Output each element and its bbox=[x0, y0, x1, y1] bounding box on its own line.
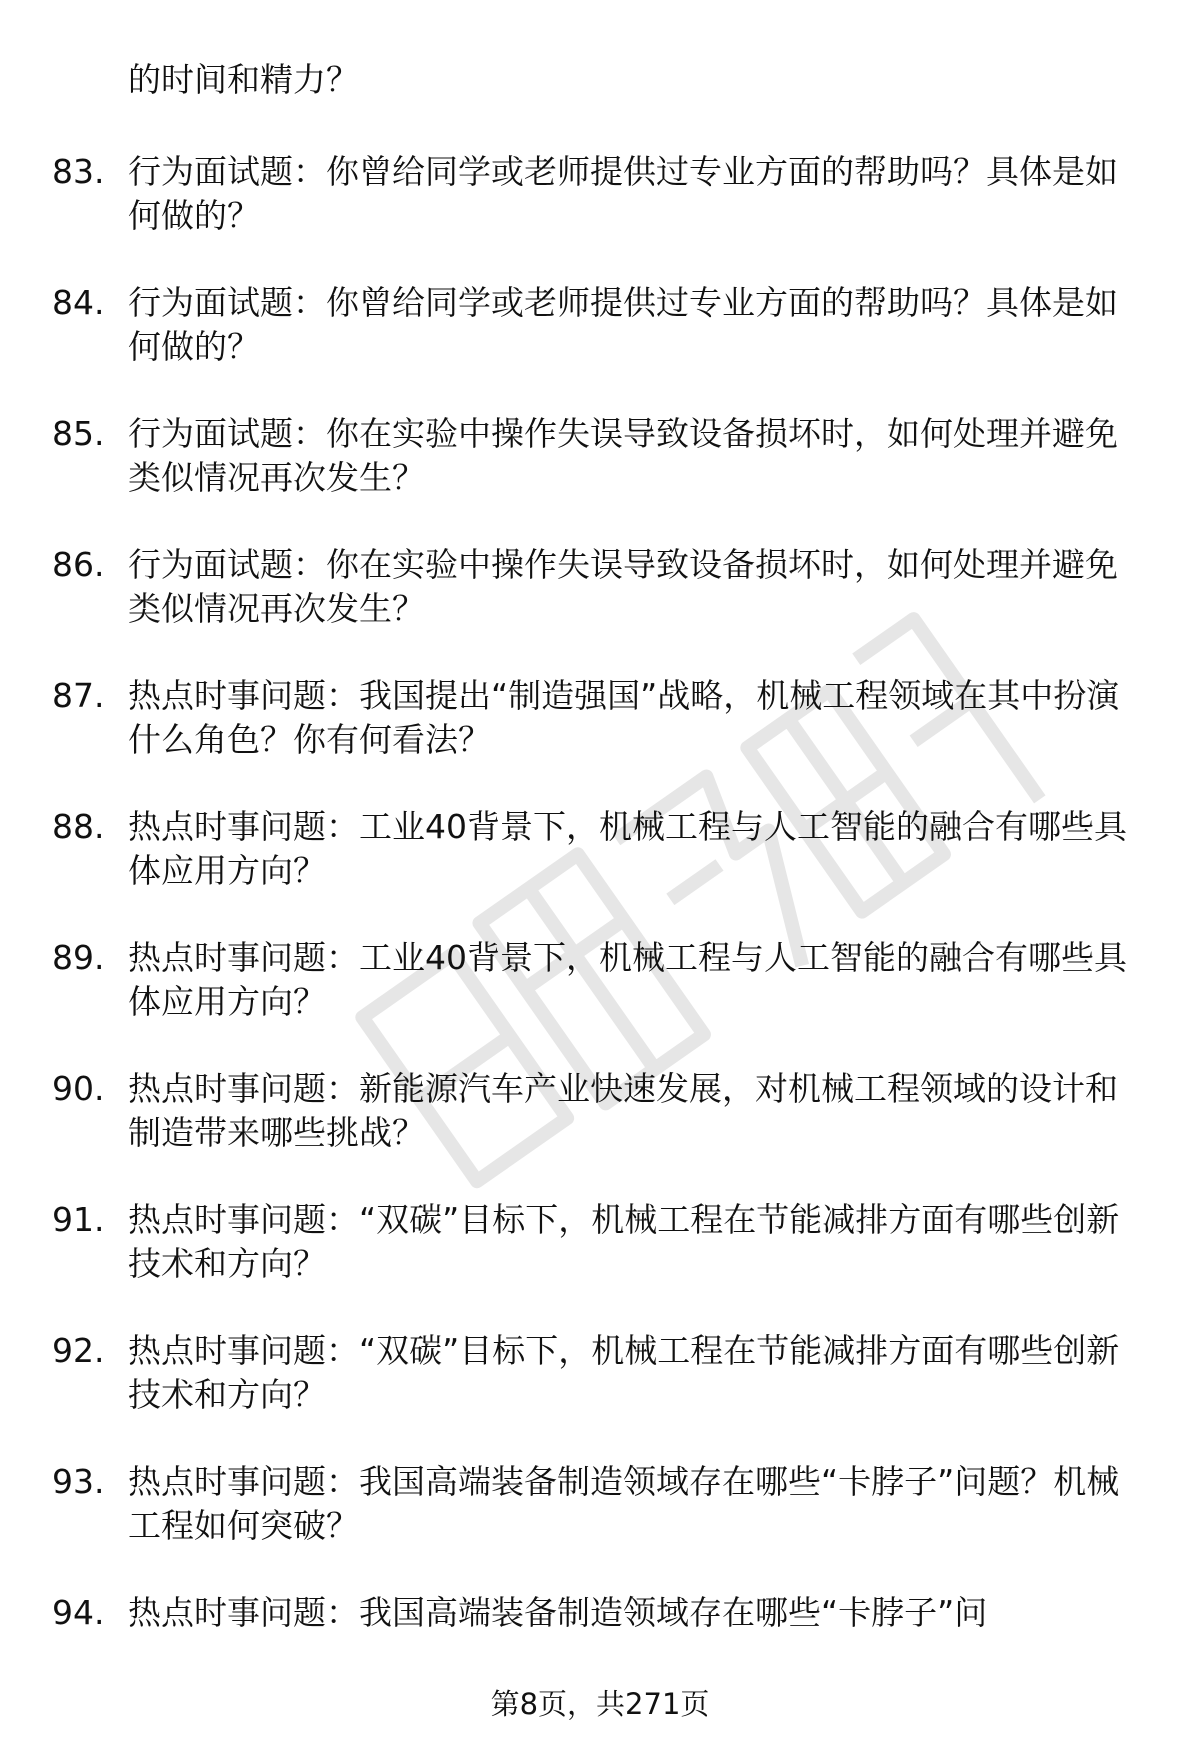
question-text: 行为面试题：你曾给同学或老师提供过专业方面的帮助吗？具体是如何做的？ bbox=[128, 152, 1118, 235]
list-item bbox=[0, 805, 1200, 936]
list-item bbox=[0, 936, 1200, 1067]
question-number: 85. bbox=[52, 414, 105, 453]
question-number: 93. bbox=[52, 1462, 105, 1501]
list-item bbox=[0, 674, 1200, 805]
list-item bbox=[0, 1329, 1200, 1460]
list-item bbox=[0, 543, 1200, 674]
question-number: 84. bbox=[52, 283, 105, 322]
question-number: 86. bbox=[52, 545, 105, 584]
question-text: 热点时事问题：我国高端装备制造领域存在哪些“卡脖子”问 bbox=[128, 1593, 988, 1632]
question-number: 91. bbox=[52, 1200, 105, 1239]
question-number: 90. bbox=[52, 1069, 105, 1108]
question-text: 行为面试题：你曾给同学或老师提供过专业方面的帮助吗？具体是如何做的？ bbox=[128, 283, 1118, 366]
continuation-text: 的时间和精力？ bbox=[128, 60, 359, 99]
question-text: 热点时事问题：我国提出“制造强国”战略，机械工程领域在其中扮演什么角色？你有何看法？ bbox=[128, 676, 1120, 759]
list-item bbox=[0, 150, 1200, 281]
list-item bbox=[0, 1067, 1200, 1198]
question-text: 行为面试题：你在实验中操作失误导致设备损坏时，如何处理并避免类似情况再次发生？ bbox=[128, 545, 1118, 628]
question-text: 热点时事问题：“双碳”目标下，机械工程在节能减排方面有哪些创新技术和方向？ bbox=[128, 1331, 1120, 1414]
question-text: 热点时事问题：工业40背景下，机械工程与人工智能的融合有哪些具体应用方向？ bbox=[128, 938, 1127, 1021]
question-number: 92. bbox=[52, 1331, 105, 1370]
question-number: 94. bbox=[52, 1593, 105, 1632]
list-item bbox=[0, 412, 1200, 543]
list-item bbox=[0, 1198, 1200, 1329]
question-list bbox=[0, 150, 1200, 1722]
question-number: 87. bbox=[52, 676, 105, 715]
page-footer: 第8页，共271页 bbox=[490, 1687, 710, 1721]
list-item bbox=[0, 281, 1200, 412]
question-text: 热点时事问题：我国高端装备制造领域存在哪些“卡脖子”问题？机械工程如何突破？ bbox=[128, 1462, 1120, 1545]
question-text: 行为面试题：你在实验中操作失误导致设备损坏时，如何处理并避免类似情况再次发生？ bbox=[128, 414, 1118, 497]
question-number: 89. bbox=[52, 938, 105, 977]
question-text: 热点时事问题：“双碳”目标下，机械工程在节能减排方面有哪些创新技术和方向？ bbox=[128, 1200, 1120, 1283]
list-item bbox=[0, 1460, 1200, 1591]
question-number: 83. bbox=[52, 152, 105, 191]
question-text: 热点时事问题：工业40背景下，机械工程与人工智能的融合有哪些具体应用方向？ bbox=[128, 807, 1127, 890]
question-number: 88. bbox=[52, 807, 105, 846]
question-text: 热点时事问题：新能源汽车产业快速发展，对机械工程领域的设计和制造带来哪些挑战？ bbox=[128, 1069, 1118, 1152]
